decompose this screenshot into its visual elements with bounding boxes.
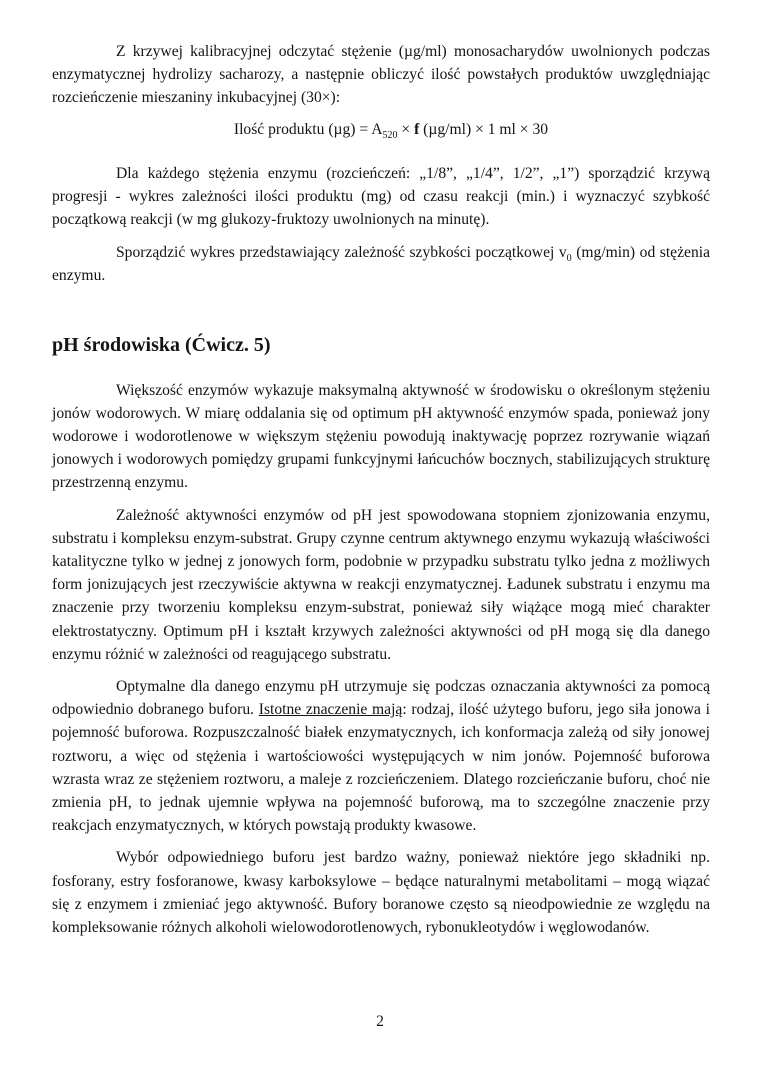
product-formula [52,118,710,141]
formula-factor: f [414,120,420,138]
page-number: 2 [376,1013,384,1030]
paragraph-ph-1: Większość enzymów wykazuje maksymalną aktywność w środowisku o określonym stężeniu jonów wodorowych. W miarę oddalania się od optimum pH aktywność enzymów spada, ponieważ jony wodorowe i wodorotlenowe w większym stężeniu powodują inaktywację poprzez rozrywanie wiązań jonowych i wodorowych pomiędzy grupami funkcyjnymi łańcuchów bocznych, stabilizujących strukturę przestrzenną enzymu. [52,381,710,492]
document-page [52,40,710,939]
paragraph-ph-3-before: Optymalne dla danego enzymu pH utrzymuje się podczas oznaczania aktywności za pomocą odpowiednio dobranego buforu. [52,678,710,719]
initial-rate-text-after: (mg/min) od stężenia enzymu. [52,244,710,285]
initial-rate-paragraph [52,241,710,287]
formula-right: (µg/ml) × 1 ml × 30 [419,120,549,138]
paragraph-ph-3-after: : rodzaj, ilość użytego buforu, jego siła jonowa i pojemność buforowa. Rozpuszczalność białek enzymatycznych, ich konformacja zależą od siły jonowej roztworu, a więc od stężenia i wartościowości występujących w nim jonów. Pojemność buforowa wzrasta wraz ze stężeniem roztworu, a maleje z rozcieńczeniem. Dlatego rozcieńczanie buforu, choć nie zmienia pH, to jednak ujemnie wpływa na pojemność buforową, ma to szczególne znaczenie przy reakcjach enzymatycznych, w których powstają produkty kwasowe. [52,701,710,835]
calibration-paragraph: Z krzywej kalibracyjnej odczytać stężenie (µg/ml) monosacharydów uwolnionych podczas enzymatycznej hydrolizy sacharozy, a następnie obliczyć ilość powstałych produktów uwzględniając rozcieńczenie mieszaniny inkubacyjnej (30×): [52,43,710,107]
section-heading: pH środowiska (Ćwicz. 5) [52,333,271,356]
paragraph-ph-3 [52,675,710,837]
paragraph-ph-2: Zależność aktywności enzymów od pH jest spowodowana stopniem zjonizowania enzymu, substratu i kompleksu enzym-substrat. Grupy czynne centrum aktywnego enzymu wykazują właściwości katalityczne tylko w jednej z jonowych form, podobnie w przypadku substratu tylko jedna z możliwych form jonizujących jest rzeczywiście aktywna w reakcji enzymatycznej. Ładunek substratu i enzymu ma znaczenie przy tworzeniu kompleksu enzym-substrat, ponieważ siły wiążące mogą mieć charakter elektrostatyczny. Optimum pH i kształt krzywych zależności aktywności od pH mogą się dla danego enzymu różnić w zależności od reagującego substratu. [52,506,710,663]
formula-subscript: 520 [382,129,398,141]
paragraph-ph-4: Wybór odpowiedniego buforu jest bardzo ważny, ponieważ niektóre jego składniki np. fosforany, estry fosforanowe, kwasy karboksylowe – będące naturalnymi metabolitami – mogą wiązać się z enzymem i zmieniać jego aktywność. Bufory boranowe często są nieodpowiednie ze względu na kompleksowanie różnych alkoholi wielowodorotlenowych, rybonukleotydów i węglowodanów. [52,849,710,937]
initial-rate-subscript: 0 [566,253,572,265]
initial-rate-text-before: Sporządzić wykres przedstawiający zależność szybkości początkowej v [116,244,567,262]
formula-left: Ilość produktu (µg) = A [233,120,383,138]
progress-curve-paragraph: Dla każdego stężenia enzymu (rozcieńczeń: „1/8”, „1/4”, 1/2”, „1”) sporządzić krzywą progresji - wykres zależności ilości produktu (mg) od czasu reakcji (min.) i wyznaczyć szybkość początkową reakcji (w mg glukozy-fruktozy uwolnionych na minutę). [52,164,710,229]
formula-times: × [397,120,415,138]
paragraph-ph-3-underlined: Istotne znaczenie mają [258,701,403,719]
